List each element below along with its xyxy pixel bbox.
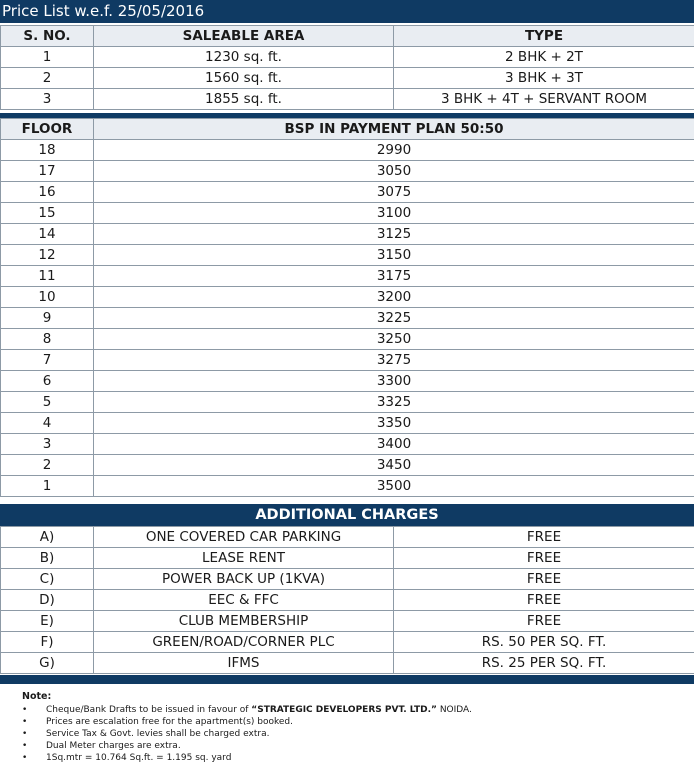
header-type: TYPE bbox=[394, 26, 694, 47]
table-row bbox=[1, 182, 694, 203]
charge-name: ONE COVERED CAR PARKING bbox=[94, 527, 394, 548]
charge-code: C) bbox=[1, 569, 94, 590]
table-row bbox=[1, 611, 694, 632]
bsp-price: 3350 bbox=[94, 413, 694, 434]
bsp-price: 3050 bbox=[94, 161, 694, 182]
additional-charges-table bbox=[0, 526, 694, 674]
unit-type: 3 BHK + 3T bbox=[394, 68, 694, 89]
bsp-price: 3450 bbox=[94, 455, 694, 476]
floor-number: 8 bbox=[1, 329, 94, 350]
table-row bbox=[1, 161, 694, 182]
table-row bbox=[1, 455, 694, 476]
floor-number: 9 bbox=[1, 308, 94, 329]
note-item: • 1Sq.mtr = 10.764 Sq.ft. = 1.195 sq. yard bbox=[46, 752, 694, 764]
header-floor: FLOOR bbox=[1, 119, 94, 140]
table-row bbox=[1, 287, 694, 308]
floor-number: 6 bbox=[1, 371, 94, 392]
header-bsp: BSP IN PAYMENT PLAN 50:50 bbox=[94, 119, 694, 140]
charge-name: CLUB MEMBERSHIP bbox=[94, 611, 394, 632]
additional-charges-title: ADDITIONAL CHARGES bbox=[0, 504, 694, 526]
charge-code: E) bbox=[1, 611, 94, 632]
unit-area: 1855 sq. ft. bbox=[94, 89, 394, 110]
floor-price-table bbox=[0, 118, 694, 497]
charge-amount: FREE bbox=[394, 548, 694, 569]
table-row bbox=[1, 413, 694, 434]
bsp-price: 3275 bbox=[94, 350, 694, 371]
floor-rows bbox=[1, 140, 694, 497]
bsp-price: 3325 bbox=[94, 392, 694, 413]
floor-number: 11 bbox=[1, 266, 94, 287]
charge-amount: RS. 25 PER SQ. FT. bbox=[394, 653, 694, 674]
section-divider bbox=[0, 675, 694, 684]
floor-number: 15 bbox=[1, 203, 94, 224]
unit-type: 3 BHK + 4T + SERVANT ROOM bbox=[394, 89, 694, 110]
table-row bbox=[1, 590, 694, 611]
charge-code: G) bbox=[1, 653, 94, 674]
table-row bbox=[1, 329, 694, 350]
unit-area: 1230 sq. ft. bbox=[94, 47, 394, 68]
charge-name: POWER BACK UP (1KVA) bbox=[94, 569, 394, 590]
floor-header-row bbox=[1, 119, 694, 140]
charge-amount: RS. 50 PER SQ. FT. bbox=[394, 632, 694, 653]
charge-name: LEASE RENT bbox=[94, 548, 394, 569]
bsp-price: 3225 bbox=[94, 308, 694, 329]
floor-number: 16 bbox=[1, 182, 94, 203]
table-row bbox=[1, 371, 694, 392]
note-cheque-suffix: NOIDA. bbox=[436, 705, 472, 715]
note-item: • Dual Meter charges are extra. bbox=[46, 740, 694, 752]
table-row bbox=[1, 392, 694, 413]
floor-number: 2 bbox=[1, 455, 94, 476]
table-row bbox=[1, 653, 694, 674]
table-row bbox=[1, 203, 694, 224]
notes-section bbox=[0, 684, 694, 768]
units-header-row bbox=[1, 26, 694, 47]
unit-s-no: 2 bbox=[1, 68, 94, 89]
charge-code: A) bbox=[1, 527, 94, 548]
table-row bbox=[1, 47, 694, 68]
bsp-price: 2990 bbox=[94, 140, 694, 161]
bsp-price: 3250 bbox=[94, 329, 694, 350]
note-item: • Prices are escalation free for the apartment(s) booked. bbox=[46, 716, 694, 728]
floor-number: 5 bbox=[1, 392, 94, 413]
notes-list bbox=[22, 704, 694, 764]
floor-number: 18 bbox=[1, 140, 94, 161]
charge-name: EEC & FFC bbox=[94, 590, 394, 611]
bsp-price: 3100 bbox=[94, 203, 694, 224]
charges-rows bbox=[1, 527, 694, 674]
floor-number: 3 bbox=[1, 434, 94, 455]
charge-name: GREEN/ROAD/CORNER PLC bbox=[94, 632, 394, 653]
bsp-price: 3075 bbox=[94, 182, 694, 203]
charge-amount: FREE bbox=[394, 527, 694, 548]
bsp-price: 3150 bbox=[94, 245, 694, 266]
floor-number: 14 bbox=[1, 224, 94, 245]
charge-code: F) bbox=[1, 632, 94, 653]
table-row bbox=[1, 569, 694, 590]
unit-area: 1560 sq. ft. bbox=[94, 68, 394, 89]
charge-amount: FREE bbox=[394, 590, 694, 611]
bsp-price: 3175 bbox=[94, 266, 694, 287]
note-company-name: “STRATEGIC DEVELOPERS PVT. LTD.” bbox=[251, 705, 437, 715]
table-row bbox=[1, 350, 694, 371]
table-row bbox=[1, 308, 694, 329]
table-row bbox=[1, 266, 694, 287]
bsp-price: 3125 bbox=[94, 224, 694, 245]
table-row bbox=[1, 245, 694, 266]
floor-number: 7 bbox=[1, 350, 94, 371]
floor-number: 1 bbox=[1, 476, 94, 497]
bsp-price: 3500 bbox=[94, 476, 694, 497]
table-row bbox=[1, 140, 694, 161]
table-row bbox=[1, 89, 694, 110]
header-s-no: S. NO. bbox=[1, 26, 94, 47]
unit-s-no: 3 bbox=[1, 89, 94, 110]
unit-s-no: 1 bbox=[1, 47, 94, 68]
table-row bbox=[1, 434, 694, 455]
table-row bbox=[1, 527, 694, 548]
bsp-price: 3300 bbox=[94, 371, 694, 392]
table-row bbox=[1, 68, 694, 89]
table-row bbox=[1, 632, 694, 653]
charge-amount: FREE bbox=[394, 569, 694, 590]
floor-number: 17 bbox=[1, 161, 94, 182]
bsp-price: 3400 bbox=[94, 434, 694, 455]
bsp-price: 3200 bbox=[94, 287, 694, 308]
floor-number: 10 bbox=[1, 287, 94, 308]
unit-type: 2 BHK + 2T bbox=[394, 47, 694, 68]
charge-code: D) bbox=[1, 590, 94, 611]
notes-title: Note: bbox=[22, 691, 52, 702]
header-saleable-area: SALEABLE AREA bbox=[94, 26, 394, 47]
note-item: • Service Tax & Govt. levies shall be charged extra. bbox=[46, 728, 694, 740]
note-cheque-prefix: Cheque/Bank Drafts to be issued in favour of bbox=[46, 705, 252, 715]
page-title: Price List w.e.f. 25/05/2016 bbox=[0, 0, 694, 23]
units-table bbox=[0, 25, 694, 110]
note-item bbox=[46, 704, 694, 716]
floor-number: 4 bbox=[1, 413, 94, 434]
charge-name: IFMS bbox=[94, 653, 394, 674]
floor-number: 12 bbox=[1, 245, 94, 266]
charge-amount: FREE bbox=[394, 611, 694, 632]
table-row bbox=[1, 548, 694, 569]
charge-code: B) bbox=[1, 548, 94, 569]
table-row bbox=[1, 224, 694, 245]
table-row bbox=[1, 476, 694, 497]
